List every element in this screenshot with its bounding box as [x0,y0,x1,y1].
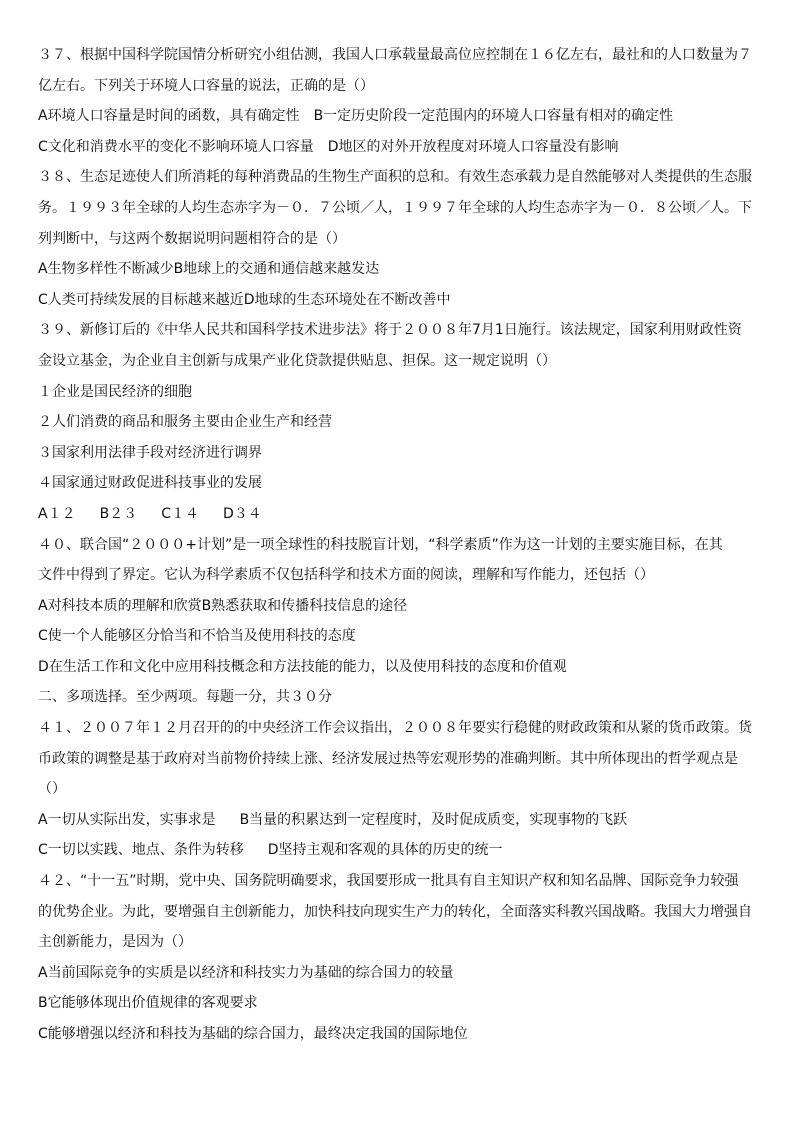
question-stem: ４１、２００７年１２月召开的的中央经济工作会议指出，２００８年要实行稳健的财政政策和从紧的货币政策。货 [38,720,752,737]
option-a: A１２ [38,505,76,522]
option-ab: A对科技本质的理解和欣赏B熟悉获取和传播科技信息的途径 [38,597,408,614]
option-cd: C人类可持续发展的目标越来越近D地球的生态环境处在不断改善中 [38,291,451,308]
option-d: D地区的对外开放程度对环境人口容量没有影响 [327,138,619,155]
question-stem: 金设立基金，为企业自主创新与成果产业化贷款提供贴息、担保。这一规定说明（） [38,352,556,369]
option-c: C使一个人能够区分恰当和不恰当及使用科技的态度 [38,628,356,645]
option-row [38,499,758,530]
question-stem: 币政策的调整是基于政府对当前物价持续上涨、经济发展过热等宏观形势的准确判断。其中所体现出的哲学观点是 [38,750,738,767]
option-a: A当前国际竞争的实质是以经济和科技实力为基础的综合国力的较量 [38,964,454,981]
question-stem: ４０、联合国“２０００+计划”是一项全球性的科技脱盲计划，“科学素质”作为这一计划的主要实施目标，在其 [38,536,723,553]
option-d: D在生活工作和文化中应用科技概念和方法技能的能力，以及使用科技的态度和价值观 [38,658,567,675]
option-a: A一切从实际出发，实事求是 [38,811,216,828]
question-stem: ４２、“十一五”时期，党中央、国务院明确要求，我国要形成一批具有自主知识产权和知名品牌、国际竞争力较强 [38,873,739,890]
question-stem: ３９、新修订后的《中华人民共和国科学技术进步法》将于２００８年7月1日施行。该法规定，国家利用财政性资 [38,322,742,339]
option-b: B当量的积累达到一定程度时，及时促成质变，实现事物的飞跃 [239,811,628,828]
question-stem: 的优势企业。为此，要增强自主创新能力，加快科技向现实生产力的转化，全面落实科教兴国战略。我国大力增强自 [38,903,752,920]
option-ab: A生物多样性不断减少B地球上的交通和通信越来越发达 [38,261,380,278]
section-heading: 二、多项选择。至少两项。每题一分，共３０分 [38,689,332,706]
option-c: C１４ [161,505,199,522]
option-row [38,805,758,836]
statement-item: ３国家利用法律手段对经济进行调界 [38,444,262,461]
option-d: D３４ [222,505,262,522]
question-stem: 文件中得到了界定。它认为科学素质不仅包括科学和技术方面的阅读，理解和写作能力，还包括（） [38,567,654,584]
question-stem: 亿左右。下列关于环境人口容量的说法，正确的是（） [38,77,374,94]
question-stem: 列判断中，与这两个数据说明问题相符合的是（） [38,230,346,247]
question-stem: （） [38,781,66,798]
option-row [38,101,758,132]
option-b: B它能够体现出价值规律的客观要求 [38,995,258,1012]
option-c: C能够增强以经济和科技为基础的综合国力，最终决定我国的国际地位 [38,1026,468,1042]
option-c: C文化和消费水平的变化不影响环境人口容量 [38,138,314,155]
question-39 [38,315,758,529]
option-row [38,835,758,866]
option-row [38,132,758,163]
statement-item: ４国家通过财政促进科技事业的发展 [38,475,262,492]
question-38 [38,162,758,315]
document-page [38,40,758,1050]
option-c: C一切以实践、地点、条件为转移 [38,842,244,859]
statement-item: ２人们消费的商品和服务主要由企业生产和经营 [38,414,332,431]
question-stem: ３７、根据中国科学院国情分析研究小组估测，我国人口承载量最高位应控制在１６亿左右，最社和的人口数量为７ [38,47,752,63]
question-stem: 务。１９９３年全球的人均生态赤字为－０．７公顷／人，１９９７年全球的人均生态赤字为－０．８公顷／人。下 [38,199,752,216]
question-37 [38,40,758,162]
question-42 [38,866,758,1050]
question-stem: ３８、生态足迹使人们所消耗的每种消费品的生物生产面积的总和。有效生态承载力是自然能够对人类提供的生态服 [38,169,752,186]
option-b: B２３ [99,505,138,522]
question-40 [38,530,758,683]
option-b: B一定历史阶段一定范围内的环境人口容量有相对的确定性 [313,108,674,125]
statement-item: １企业是国民经济的细胞 [38,383,192,400]
option-d: D坚持主观和客观的具体的历史的统一 [267,842,503,859]
question-41 [38,713,758,866]
option-a: A环境人口容量是时间的函数，具有确定性 [38,108,300,125]
question-stem: 主创新能力，是因为（） [38,934,192,951]
